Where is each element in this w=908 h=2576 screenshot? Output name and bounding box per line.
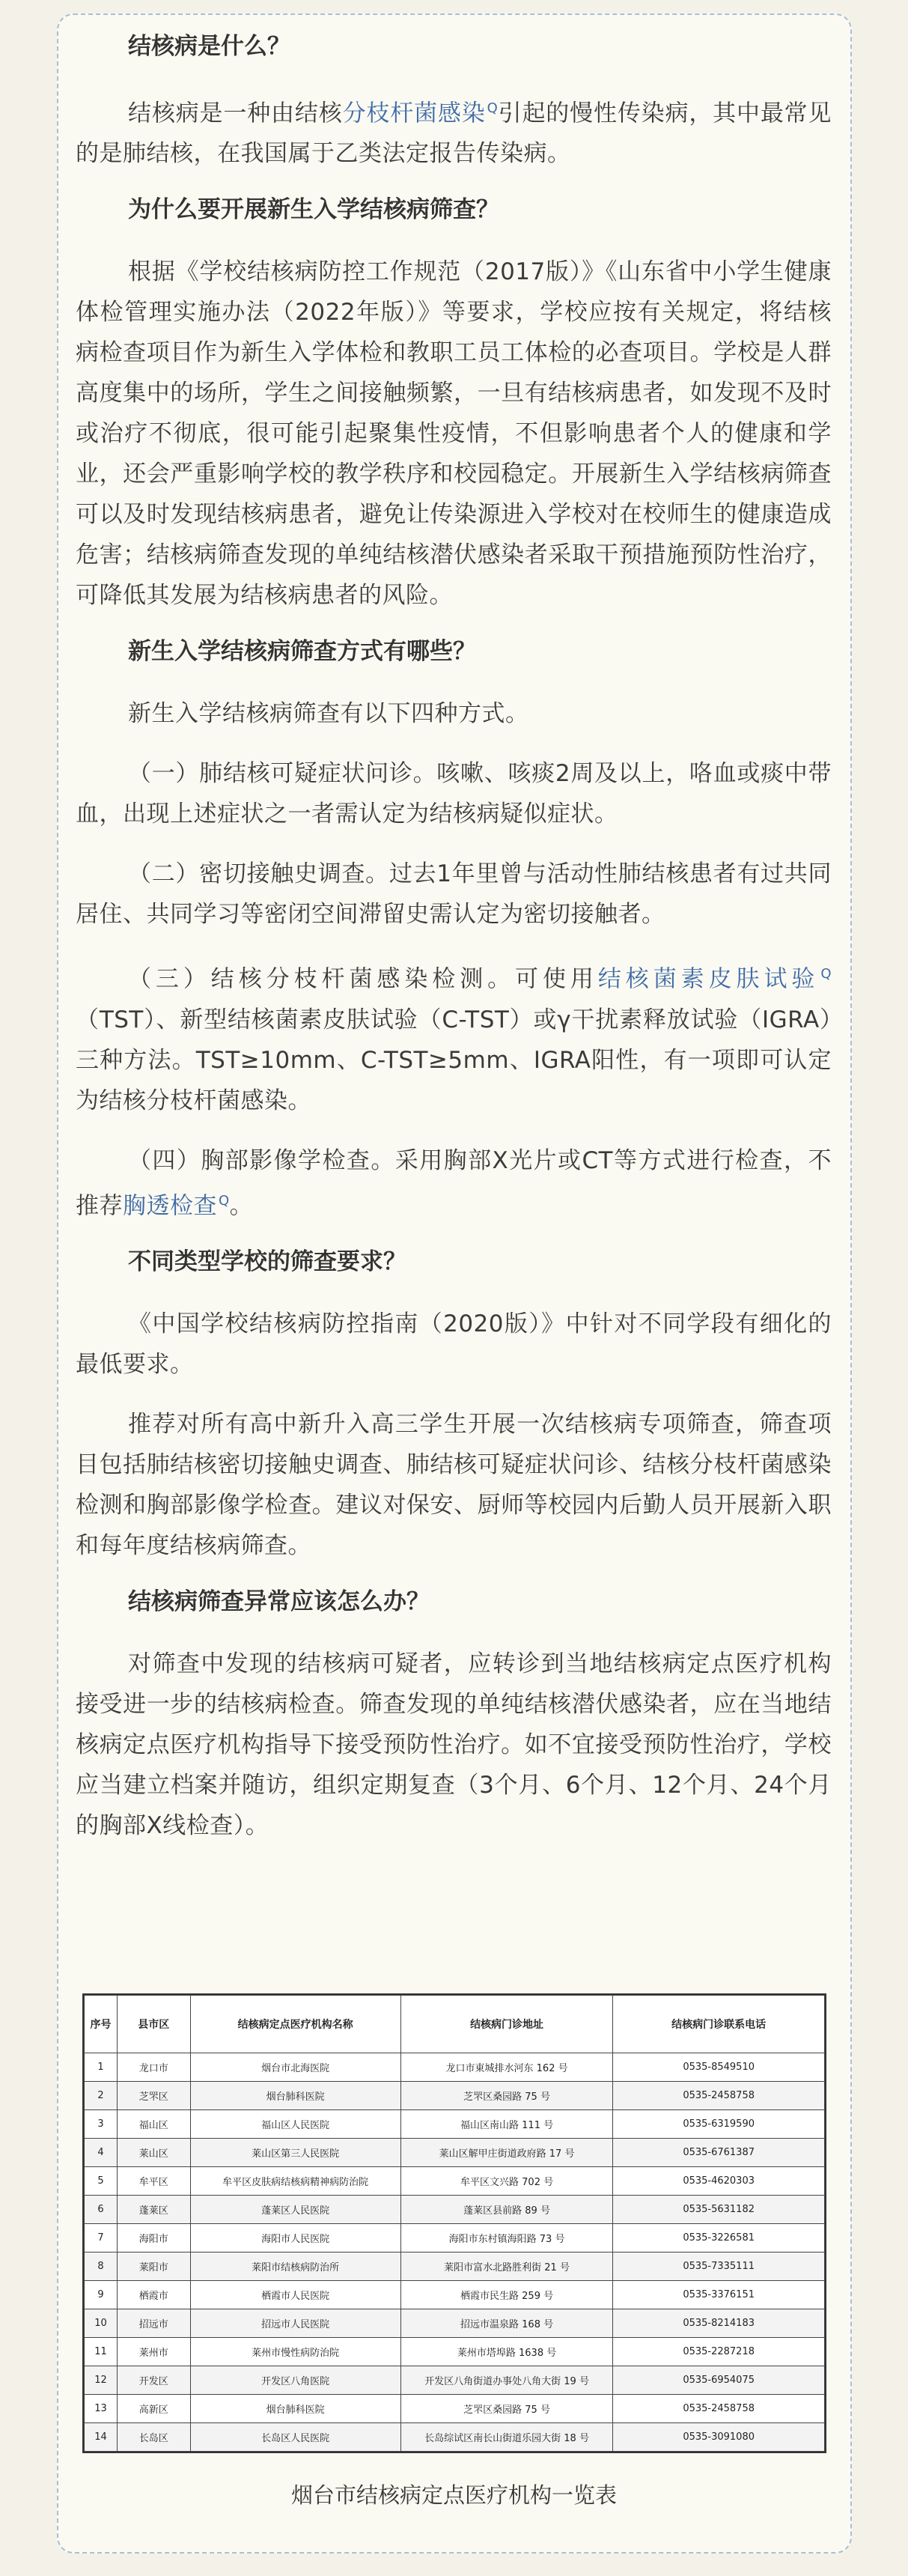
cell-phone: 0535-3376151 [613,2281,825,2309]
cell-institution: 招远市人民医院 [190,2309,400,2338]
cell-phone: 0535-6954075 [613,2366,825,2395]
cell-district: 龙口市 [117,2053,190,2082]
header-phone: 结核病门诊联系电话 [613,1996,825,2053]
header-index: 序号 [85,1996,118,2053]
cell-district: 开发区 [117,2366,190,2395]
cell-index: 13 [85,2395,118,2423]
cell-district: 栖霞市 [117,2281,190,2309]
keyword-link[interactable]: 胸透检查 [123,1191,217,1219]
table-row [85,2053,825,2082]
cell-phone: 0535-2287218 [613,2338,825,2366]
header-district: 县市区 [117,1996,190,2053]
section-heading: 结核病筛查异常应该怎么办？ [128,1588,430,1615]
cell-institution: 栖霞市人民医院 [190,2281,400,2309]
search-icon[interactable]: Q [219,1192,230,1209]
cell-institution: 莱山区第三人民医院 [190,2139,400,2167]
paragraph [76,1404,832,1566]
cell-index: 12 [85,2366,118,2395]
paragraph-text: 新生入学结核病筛查有以下四种方式。 [128,700,529,728]
cell-index: 14 [85,2423,118,2452]
cell-address: 蓬莱区县前路 89 号 [400,2196,613,2224]
paragraph-text: 结核病是一种由结核 [128,100,343,127]
cell-address: 开发区八角街道办事处八角大街 19 号 [400,2366,613,2395]
cell-index: 10 [85,2309,118,2338]
article-body [76,30,832,1865]
table-row [85,2167,825,2196]
cell-phone: 0535-6319590 [613,2110,825,2139]
table-row [85,2224,825,2253]
cell-district: 莱州市 [117,2338,190,2366]
hospital-table [84,1995,825,2452]
table-row [85,2395,825,2423]
cell-institution: 长岛区人民医院 [190,2423,400,2452]
cell-institution: 海阳市人民医院 [190,2224,400,2253]
cell-index: 8 [85,2253,118,2281]
section-heading: 结核病是什么？ [128,33,290,60]
cell-institution: 福山区人民医院 [190,2110,400,2139]
cell-district: 招远市 [117,2309,190,2338]
cell-address: 招远市温泉路 168 号 [400,2309,613,2338]
cell-phone: 0535-2458758 [613,2082,825,2110]
paragraph [76,1140,832,1226]
cell-institution: 蓬莱区人民医院 [190,2196,400,2224]
cell-phone: 0535-6761387 [613,2139,825,2167]
table-row [85,2281,825,2309]
paragraph-text: 对筛查中发现的结核病可疑者，应转诊到当地结核病定点医疗机构接受进一步的结核病检查。筛查发现的单纯结核潜伏感染者，应在当地结核病定点医疗机构指导下接受预防性治疗。如不宜接受预防性治疗，学校应当建立档案并随访，组织定期复查（3个月、6个月、12个月、24个月的胸部X线检查）。 [76,1650,832,1839]
paragraph-text: （TST）、新型结核菌素皮肤试验（C-TST）或γ干扰素释放试验（IGRA）三种方法。TST≥10mm、C-TST≥5mm、IGRA阳性，有一项即可认定为结核分枝杆菌感染。 [76,1006,832,1114]
cell-index: 1 [85,2053,118,2082]
paragraph [76,753,832,834]
cell-phone: 0535-4620303 [613,2167,825,2196]
cell-address: 福山区南山路 111 号 [400,2110,613,2139]
table-row [85,2366,825,2395]
paragraph [76,88,832,174]
cell-institution: 开发区八角医院 [190,2366,400,2395]
cell-address: 长岛综试区南长山街道乐园大街 18 号 [400,2423,613,2452]
cell-district: 牟平区 [117,2167,190,2196]
cell-phone: 0535-2458758 [613,2395,825,2423]
cell-address: 海阳市东村镇海阳路 73 号 [400,2224,613,2253]
cell-institution: 烟台肺科医院 [190,2082,400,2110]
cell-district: 莱阳市 [117,2253,190,2281]
hospital-table-image [82,1993,826,2453]
cell-phone: 0535-7335111 [613,2253,825,2281]
cell-index: 4 [85,2139,118,2167]
cell-index: 2 [85,2082,118,2110]
cell-address: 莱阳市富水北路胜利街 21 号 [400,2253,613,2281]
cell-address: 龙口市東城排水河东 162 号 [400,2053,613,2082]
cell-district: 长岛区 [117,2423,190,2452]
paragraph-text: （三）结核分枝杆菌感染检测。可使用 [128,965,598,993]
cell-index: 11 [85,2338,118,2366]
paragraph-text: （二）密切接触史调查。过去1年里曾与活动性肺结核患者有过共同居住、共同学习等密闭空间滞留史需认定为密切接触者。 [76,860,832,929]
table-row [85,2196,825,2224]
section-heading: 为什么要开展新生入学结核病筛查？ [128,196,499,224]
cell-address: 牟平区文兴路 702 号 [400,2167,613,2196]
cell-address: 莱山区解甲庄街道政府路 17 号 [400,2139,613,2167]
cell-institution: 烟台市北海医院 [190,2053,400,2082]
table-row [85,2082,825,2110]
cell-phone: 0535-3226581 [613,2224,825,2253]
cell-district: 福山区 [117,2110,190,2139]
section-heading: 不同类型学校的筛查要求？ [128,1248,406,1275]
paragraph [76,954,832,1120]
cell-phone: 0535-3091080 [613,2423,825,2452]
paragraph [76,1644,832,1846]
cell-institution: 莱州市慢性病防治院 [190,2338,400,2366]
cell-address: 莱州市塔埠路 1638 号 [400,2338,613,2366]
paragraph [76,854,832,935]
cell-index: 9 [85,2281,118,2309]
cell-phone: 0535-8214183 [613,2309,825,2338]
header-address: 结核病门诊地址 [400,1996,613,2053]
cell-district: 蓬莱区 [117,2196,190,2224]
header-institution: 结核病定点医疗机构名称 [190,1996,400,2053]
search-icon[interactable]: Q [487,100,499,116]
paragraph-text: 根据《学校结核病防控工作规范（2017版）》《山东省中小学生健康体检管理实施办法（2022年版）》等要求，学校应按有关规定，将结核病检查项目作为新生入学体检和教职工员工体检的必查项目。学校是人群高度集中的场所，学生之间接触频繁，一旦有结核病患者，如发现不及时或治疗不彻底，很可能引起聚集性疫情，不但影响患者个人的健康和学业，还会严重影响学校的教学秩序和校园稳定。开展新生入学结核病筛查可以及时发现结核病患者，避免让传染源进入学校对在校师生的健康造成危害；结核病筛查发现的单纯结核潜伏感染者采取干预措施预防性治疗，可降低其发展为结核病患者的风险。 [76,258,832,610]
keyword-link[interactable]: 分枝杆菌感染 [342,100,486,127]
paragraph-text: （一）肺结核可疑症状问诊。咳嗽、咳痰2周及以上，咯血或痰中带血，出现上述症状之一者需认定为结核病疑似症状。 [76,760,832,828]
cell-index: 6 [85,2196,118,2224]
cell-address: 芝罘区桑园路 75 号 [400,2082,613,2110]
cell-district: 芝罘区 [117,2082,190,2110]
cell-institution: 牟平区皮肤病结核病精神病防治院 [190,2167,400,2196]
table-row [85,2139,825,2167]
table-row [85,2253,825,2281]
table-header-row [85,1996,825,2053]
paragraph-text: 引起的慢性传染病，其中最常见的是肺结核，在我国属于乙类法定报告传染病。 [76,100,832,168]
cell-phone: 0535-5631182 [613,2196,825,2224]
paragraph-text: 推荐对所有高中新升入高三学生开展一次结核病专项筛查，筛查项目包括肺结核密切接触史调查、肺结核可疑症状问诊、结核分枝杆菌感染检测和胸部影像学检查。建议对保安、厨师等校园内后勤人员开展新入职和每年度结核病筛查。 [76,1410,832,1559]
section-heading: 新生入学结核病筛查方式有哪些？ [128,638,476,666]
cell-institution: 莱阳市结核病防治所 [190,2253,400,2281]
cell-district: 莱山区 [117,2139,190,2167]
cell-institution: 烟台肺科医院 [190,2395,400,2423]
paragraph-text: （四）胸部影像学检查。采用胸部X光片或CT等方式进行检查，不推荐 [76,1146,832,1219]
paragraph-text: 。 [229,1191,254,1219]
paragraph [76,1304,832,1385]
table-caption: 烟台市结核病定点医疗机构一览表 [290,2482,617,2508]
paragraph-text: 《中国学校结核病防控指南（2020版）》中针对不同学段有细化的最低要求。 [76,1310,832,1378]
cell-district: 海阳市 [117,2224,190,2253]
keyword-link[interactable]: 结核菌素皮肤试验 [597,965,820,993]
table-row [85,2338,825,2366]
cell-phone: 0535-8549510 [613,2053,825,2082]
paragraph [76,252,832,616]
cell-index: 7 [85,2224,118,2253]
cell-address: 芝罘区桑园路 75 号 [400,2395,613,2423]
cell-district: 高新区 [117,2395,190,2423]
table-row [85,2309,825,2338]
cell-index: 5 [85,2167,118,2196]
cell-index: 3 [85,2110,118,2139]
paragraph [76,693,832,734]
cell-address: 栖霞市民生路 259 号 [400,2281,613,2309]
table-row [85,2110,825,2139]
search-icon[interactable]: Q [820,966,832,982]
table-row [85,2423,825,2452]
